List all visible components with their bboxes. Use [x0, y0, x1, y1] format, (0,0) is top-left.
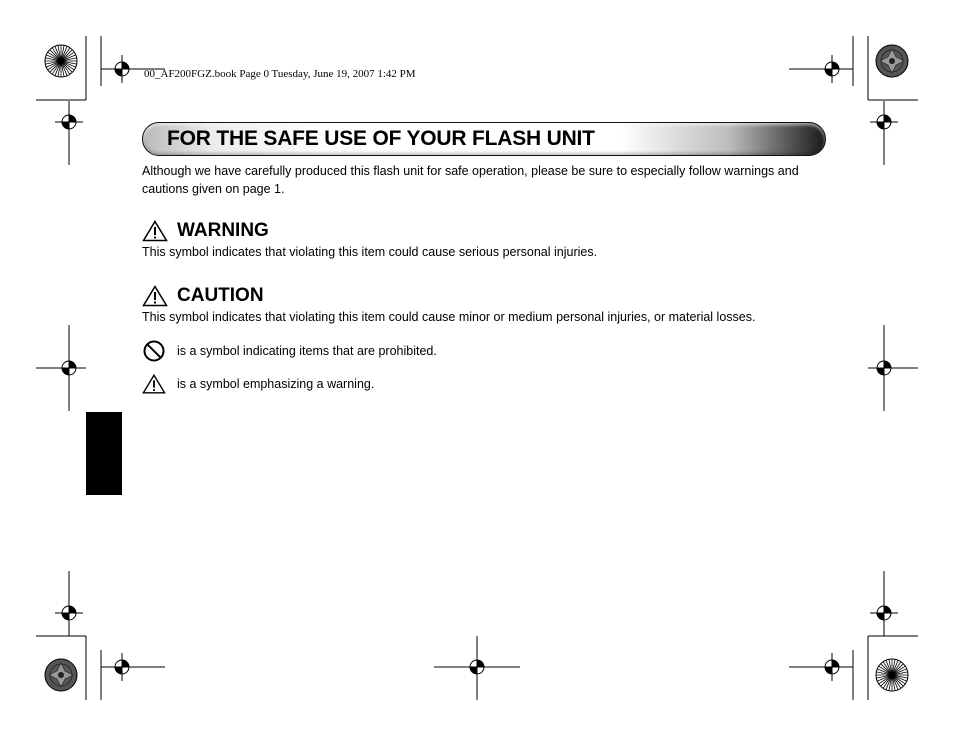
- warning-triangle-icon: [142, 372, 166, 396]
- section-tab-marker: [86, 412, 122, 495]
- page-title-banner: [142, 122, 826, 156]
- caution-heading: [142, 284, 264, 308]
- intro-paragraph: Although we have carefully produced this flash unit for safe operation, please be sure to especially follow warnings and cautions given on page 1.: [142, 164, 799, 196]
- page-title: FOR THE SAFE USE OF YOUR FLASH UNIT: [167, 127, 595, 150]
- caution-description: This symbol indicates that violating this item could cause minor or medium personal injuries, or material losses.: [142, 310, 756, 324]
- warning-triangle-icon: [142, 220, 168, 242]
- emphasis-symbol-row: [142, 372, 374, 396]
- book-file-info: 00_AF200FGZ.book Page 0 Tuesday, June 19, 2007 1:42 PM: [144, 68, 416, 80]
- caution-label: CAUTION: [177, 285, 264, 306]
- prohibited-symbol-row: [142, 339, 437, 363]
- warning-triangle-icon: [142, 285, 168, 307]
- warning-description: This symbol indicates that violating this item could cause serious personal injuries.: [142, 245, 598, 259]
- warning-heading: [142, 219, 269, 243]
- prohibited-icon: [142, 339, 166, 363]
- emphasis-symbol-text: is a symbol emphasizing a warning.: [177, 377, 375, 391]
- prohibited-symbol-text: is a symbol indicating items that are prohibited.: [177, 344, 437, 358]
- warning-label: WARNING: [177, 220, 269, 241]
